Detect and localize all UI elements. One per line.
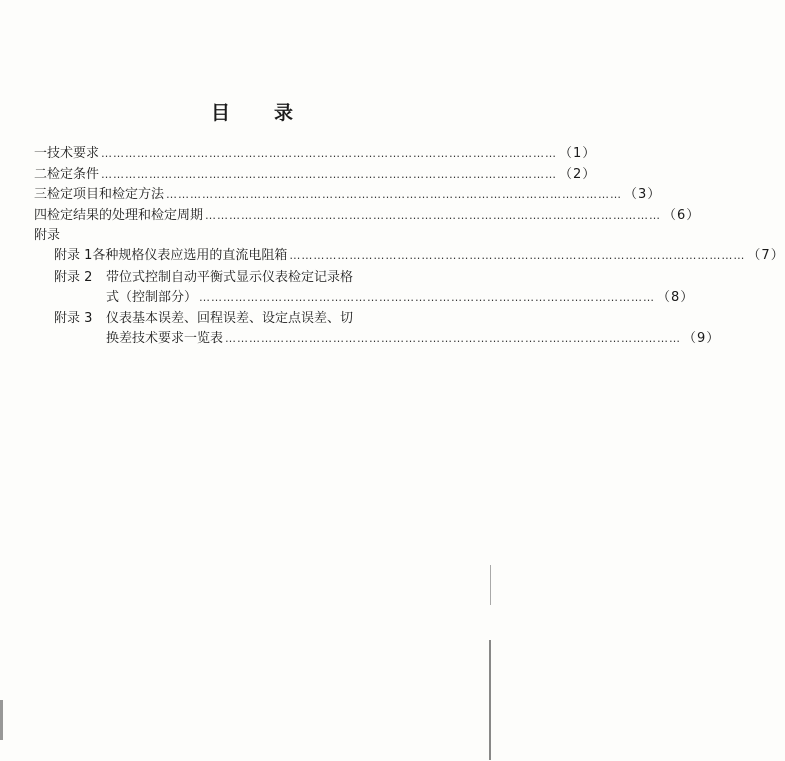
entry-page: （2） (559, 167, 597, 182)
toc-entry-3[interactable] (34, 183, 662, 203)
appendix-label-line-1: 仪表基本误差、回程误差、设定点误差、切 (106, 311, 354, 326)
appendix-label-line-2: 式（控制部分） (106, 290, 198, 305)
title-char-2: 录 (274, 102, 294, 124)
appendix-label-line-2: 换差技术要求一览表 (106, 331, 224, 346)
entry-page: （3） (624, 187, 662, 202)
toc-appendix-2[interactable] (54, 266, 353, 285)
entry-number: 二 (34, 167, 48, 182)
entry-number: 四 (34, 208, 48, 223)
entry-label: 检定条件 (47, 167, 100, 182)
toc-appendix-3[interactable] (54, 307, 353, 326)
entry-label: 技术要求 (47, 146, 100, 161)
page-title (0, 98, 504, 125)
appendix-label-line-1: 带位式控制自动平衡式显示仪表检定记录格 (106, 270, 354, 285)
entry-page: （1） (559, 146, 597, 161)
scan-artifact (0, 700, 3, 740)
dot-leader: …………………………………………………………………………………………………… (205, 209, 662, 222)
dot-leader: …………………………………………………………………………………………………… (289, 249, 746, 262)
toc-appendix-1[interactable] (54, 244, 785, 264)
entry-page: （9） (683, 331, 721, 346)
appendix-number: 附录 3 (54, 311, 93, 326)
toc-appendix-2-cont[interactable] (106, 286, 695, 306)
entry-number: 一 (34, 146, 48, 161)
entry-label: 检定项目和检定方法 (47, 187, 165, 202)
appendix-number: 附录 1 (54, 248, 93, 263)
toc-entry-1[interactable] (34, 142, 597, 162)
title-char-1: 目 (210, 102, 230, 124)
dot-leader: …………………………………………………………………………………………………… (101, 147, 558, 160)
appendix-heading: 附录 (34, 228, 61, 243)
scan-artifact (490, 565, 491, 605)
dot-leader: …………………………………………………………………………………………………… (101, 168, 558, 181)
dot-leader: …………………………………………………………………………………………………… (225, 332, 682, 345)
entry-label: 检定结果的处理和检定周期 (47, 208, 204, 223)
entry-page: （8） (657, 290, 695, 305)
dot-leader: …………………………………………………………………………………………………… (199, 291, 656, 304)
toc-appendix-3-cont[interactable] (106, 327, 721, 347)
appendix-number: 附录 2 (54, 270, 93, 285)
entry-page: （7） (747, 248, 785, 263)
dot-leader: …………………………………………………………………………………………………… (166, 188, 623, 201)
appendix-label: 各种规格仪表应选用的直流电阻箱 (92, 248, 288, 263)
toc-entry-2[interactable] (34, 163, 597, 183)
scan-artifact (489, 640, 491, 760)
toc-entry-4[interactable] (34, 204, 701, 224)
entry-number: 三 (34, 187, 48, 202)
entry-page: （6） (663, 208, 701, 223)
